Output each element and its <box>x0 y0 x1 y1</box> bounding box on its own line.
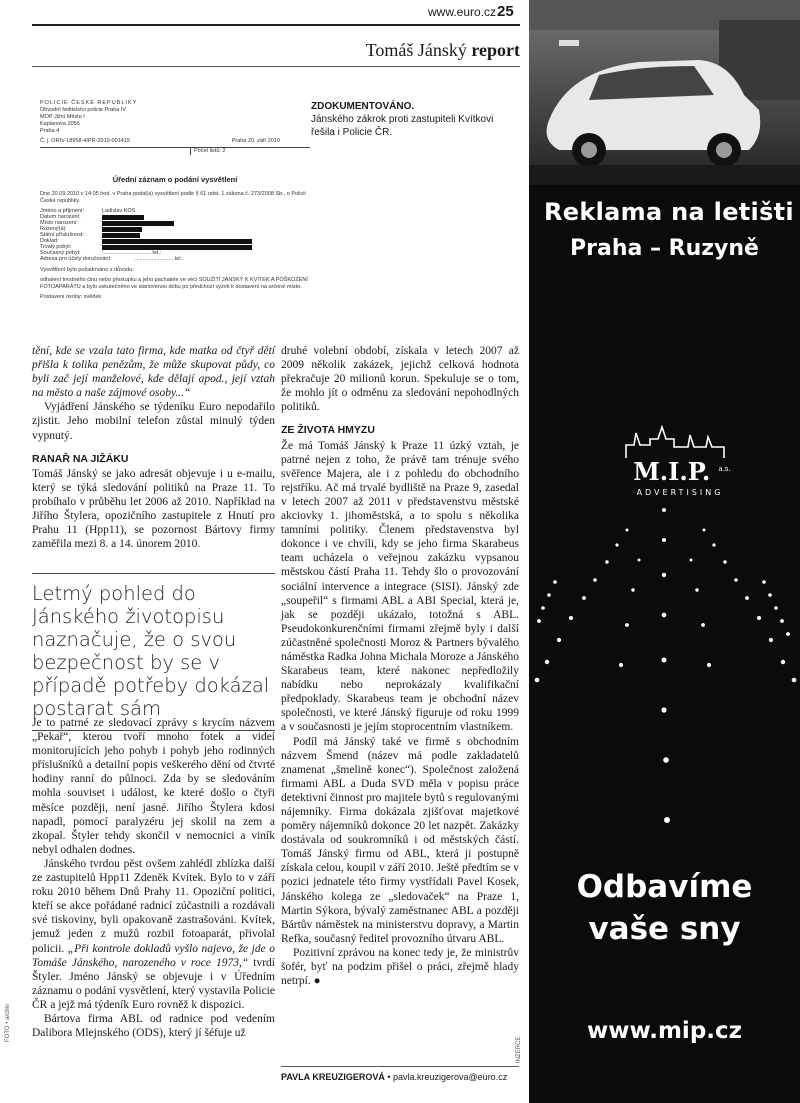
article-paragraph: Že má Tomáš Jánský k Praze 11 úzký vztah, je patrné nejen z toho, že právě tam trénuje svého svěřence Majera, ale i z pohledu do obchodního rejstříku. Ač má trvalé bydliště na Praze 9, zasedal v letech 2007 až 2011 v představenstvu městské akciovky 1. jihoměstská, a to spolu s několika tamními politiky. Členem představenstva byl dokonce i ve chvíli, kdy se jeho firma Skarabeus team ucházela o veřejnou zakázku vypsanou městskou částí Praha 11. Tehdy šlo o provozování sociální intervence a integrace (SISI). Jánský zde „soupeřil“ s firmami ABL a ABI Special, která je, jak se později ukázalo, totožná s ABL. Pseudokonkurenčními firmami zřejmě byly i další zúčastněné společnosti Moroz & Partners bývalého náměstka Radka Johna Michala Moroze a Jánského Skarabeus team, které nakonec nepředložily nabídku nebo neprokázaly kvalifikační předpoklady. Skarabeus team je obchodní název společnosti, ve které Jánský figuruje od roku 1999 a v současnosti je jejím stoprocentním vlastníkem. <box>281 439 519 734</box>
scan-org-line: POLICIE ČESKÉ REPUBLIKY <box>40 100 138 106</box>
mip-logo <box>627 457 737 486</box>
mip-logo-skyline <box>624 425 734 460</box>
paragraph-text: Jánského tvrdou pěst ovšem zahlédl zblízka další ze zastupitelů Hpp11 Zdeněk Kvítek. Bylo to v září roku 2010 během Dnů Prahy 11. Opoziční politici, kteří se akce pořádané radnicí zúčastnili a rozdávali své tiskoviny, byli opakovaně zastrašováni. Kvítek, jemuž jeden z mužů rozbil fotoaparát, přivolal policii. <box>32 857 275 955</box>
scan-ref-row <box>40 138 310 145</box>
byline: PAVLA KREUZIGEROVÁ • pavla.kreuzigerova@euro.cz <box>281 1066 519 1082</box>
scan-ref-lines <box>40 147 310 154</box>
scan-field-label: Datum narození: <box>40 213 81 220</box>
scan-field-value: ......................... tel.: <box>135 255 184 262</box>
scan-field-label: Místo narození: <box>40 219 78 226</box>
scan-title: Úřední záznam o podání vysvětlení <box>112 175 238 184</box>
author-email[interactable]: pavla.kreuzigerova@euro.cz <box>393 1072 508 1082</box>
photo-caption <box>311 100 511 139</box>
ad-label: INZERCE <box>516 1036 522 1063</box>
scan-org-line: Obvodní ředitelství policie Praha IV <box>40 107 126 113</box>
caption-head: ZDOKUMENTOVÁNO. <box>311 101 415 112</box>
pull-quote: Letmý pohled do Jánského životopisu naznačuje, že o svou bezpečnost by se v případě potřeby dokázal postarat sám <box>32 573 275 731</box>
section-tag: report <box>471 40 520 60</box>
scan-note: Vysvětlení bylo požadováno z důvodu: <box>40 267 134 273</box>
article-paragraph: Vyjádření Jánského se týdeníku Euro nepodařilo zjistit. Jeho mobilní telefon zůstal minulý týden vypnutý. <box>32 401 275 442</box>
ad-slogan <box>529 866 800 950</box>
article-paragraph: Pozitivní zprávou na konec tedy je, že ministrův šofér, byť na podzim přišel o práci, zřejmě hlady netrpí. ● <box>281 946 519 988</box>
scan-org-line: MOP Jižní Město I <box>40 114 85 120</box>
scan-org-line: Kaplanova 2056 <box>40 121 80 127</box>
article-paragraph <box>32 857 275 1012</box>
article-paragraph: Je to patrné ze sledovací zprávy s krycím názvem „Pekař“, kterou tvoří mnoho fotek a videí monitorujících jeho pohyb i pohyb jeho rodinných příslušníků a detailní popis veškerého dění od čtvrté hodiny ranní do půlnoci. Zda by se sledováním mohla souviset i událost, ke které došlo o čtyři měsíce později, není jasné. Jiřího Štylera kdosi napadl, pomocí paralyzéru jej skolil na zem a zkopal. Štyler tehdy skončil v nemocnici a viník nebyl odhalen dodnes. <box>32 717 275 856</box>
advertisement[interactable] <box>529 0 800 1103</box>
article-paragraph: druhé volební období, získala v letech 2007 až 2009 několik zakázek, jejichž celková hodnota překračuje 20 milionů korun. Spekuluje se o tom, že mohlo jít o odměnu za sledování nepohodlných politiků. <box>281 345 519 414</box>
redaction-bar <box>102 221 174 226</box>
scan-org-line: Praha 4 <box>40 128 60 134</box>
author-name: PAVLA KREUZIGEROVÁ <box>281 1072 385 1082</box>
redaction-bar <box>102 227 142 232</box>
article-column-right <box>281 344 519 988</box>
caption-text: Jánského zákrok proti zastupiteli Kvítkovi řešila i Policie ČR. <box>311 114 494 138</box>
section-heading <box>330 40 520 61</box>
scan-field-label: Trvalý pobyt: <box>40 243 72 250</box>
scan-field-value: ................................ tel.: <box>102 249 162 256</box>
scan-place-date: Praha 20. září 2010 <box>231 138 280 144</box>
section-rule <box>32 66 520 67</box>
quote-text: „Při kontrole dokladů vyšlo najevo, že jde o Tomáše Jánského, narozeného v roce 1973,“ <box>32 942 275 969</box>
logo-text: M.I.P. <box>633 457 711 486</box>
photo-credit: FOTO • archiv <box>5 1004 11 1042</box>
article-paragraph: Tomáš Jánský se jako adresát objevuje i u e-mailu, který se týká sledování politiků na Praze 11. To probíhalo v průběhu let 2006 až 2010. Například na Jiřího Štylera, opozičního zastupitele z Hnutí pro Prahu 11 (Hpp11), se pozornost Bártovy firmy zaměřila mezi 8. a 14. únorem 2010. <box>32 467 275 551</box>
ad-subheadline: Praha – Ruzyně <box>570 236 759 261</box>
redaction-bar <box>102 233 140 238</box>
scan-field-value: Ladislav KOS <box>102 207 136 214</box>
page-number: 25 <box>497 3 514 20</box>
slogan-line: Odbavíme <box>576 869 753 905</box>
top-rule <box>32 24 520 26</box>
scan-field-label: Státní příslušnost: <box>40 231 85 238</box>
scanned-police-record <box>40 100 310 350</box>
slogan-line: vaše sny <box>588 911 741 947</box>
ad-url-link[interactable]: www.mip.cz <box>586 1018 743 1044</box>
scan-fields <box>40 208 310 262</box>
scan-reason: odhalení trestného činu nebo přestupku a jeho pachatele ve věci SOUŽITÍ JÁNSKÝ K KVÍTEK A POŠKOZENÍ FOTOAPARÁTU a bylo uskutečněno ve stanovenou dobu po předchozí výzvě k dostavení na určené místo. <box>40 277 308 290</box>
scan-field-row <box>40 256 310 262</box>
subheading: ZE ŽIVOTA HMYZU <box>281 424 375 437</box>
article-column-left-top <box>32 344 275 551</box>
runway-lights <box>529 500 800 830</box>
car-photo <box>529 0 800 185</box>
scan-field-label: Rozený(á): <box>40 225 67 232</box>
scan-field-label: Současný pobyt: <box>40 249 81 256</box>
site-url: www.euro.cz <box>428 5 497 19</box>
quote-continuation <box>32 344 275 400</box>
scan-pages: Počet listů: 2 <box>190 148 226 155</box>
article-paragraph: Bártova firma ABL od radnice pod vedením Dalibora Mlejnského (ODS), který jí šéfuje už <box>32 1012 275 1040</box>
scan-header <box>40 100 310 135</box>
paragraph-text: tvrdí Štyler. Jméno Jánský se objevuje i v Úředním záznamu o podání vysvětlení, který vystavila Policie ČR a jejž má týdeník Euro rovněž k dispozici. <box>32 956 275 1011</box>
logo-subtitle: ADVERTISING <box>636 488 724 497</box>
article-paragraph: Podíl má Jánský také ve firmě s obchodním názvem Šmend (název má podle zakladatelů znamenat „šmelině konec“). Společnost založená firmami ABL a Duda SVD měla v popisu práce detektivní činnost pro majitele bytů s regulovanými nájemníky. Firma dokázala zjišťovat majetkové poměry nájemníků dokonce 20 let nazpět. Zakázky dostávala od soukromníků i od městských částí. Tomáš Jánský firmu od ABL, která ji postupně získala celou, koupil v září 2010. Ještě předtím se v pozici jednatele této firmy vystřídali Pavel Kosek, Jánského kolega ze „sledovaček“ na Praze 1, Martin Sýkora, bývalý zaměstnanec ABL a později Bártův náměstek na ministerstvu dopravy, a Martin Refka, současný ředitel provozního útvaru ABL. <box>281 735 519 945</box>
ad-headline: Reklama na letišti <box>544 198 794 226</box>
article-column-left-bottom <box>32 716 275 1040</box>
scan-field-label: Jméno a příjmení: <box>40 207 85 214</box>
scan-present: Postavení osoby: svědek <box>40 294 102 300</box>
redaction-bar <box>102 215 144 220</box>
scan-field-label: Adresa pro účely doručování: <box>40 255 112 262</box>
quote-text: tění, kde se vzala tato firma, kde matka od čtyř dětí přišla k tolika penězům, že může skupovat půdy, co byli zač její manželové, kde dělají apod., její vztah na město a naše zájmové osoby...“ <box>32 345 275 400</box>
scan-ref: Č. j. ORIV-18958-4/PŘ-2010-001415 <box>40 138 130 144</box>
logo-suffix: a.s. <box>718 465 731 473</box>
redaction-bar <box>102 239 252 244</box>
section-name: Tomáš Jánský <box>365 40 467 60</box>
scan-intro: Dne 20.09.2010 v 14:05 hod. v Praha podal(a) vysvětlení podle § 61 odst. 1 zákona č. 273/2008 Sb., o Policii České republiky. <box>40 191 306 204</box>
subheading: RANAŘ NA JIŽÁKU <box>32 452 129 465</box>
scan-field-label: Doklad: <box>40 237 59 244</box>
